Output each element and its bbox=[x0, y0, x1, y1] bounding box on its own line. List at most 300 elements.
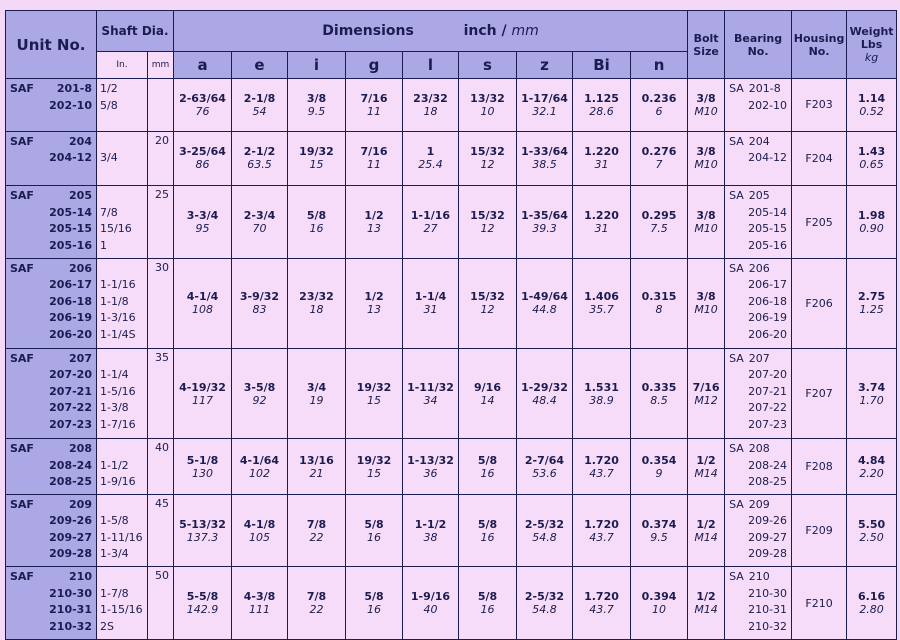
shaft-inch-value: 1-3/4 bbox=[100, 547, 129, 561]
weight-cell bbox=[847, 494, 897, 567]
dim-inch-value: 2-5/32 bbox=[524, 590, 565, 604]
unit-number: 209 bbox=[69, 497, 92, 511]
dim-a-cell bbox=[174, 348, 232, 439]
unit-prefix: SAF bbox=[10, 570, 34, 584]
dim-inch-value: 1.720 bbox=[584, 517, 619, 531]
bolt-inch-value: 1/2 bbox=[696, 453, 716, 467]
shaft-mm-cell: 30 bbox=[148, 258, 174, 348]
dim-inch-value: 1.531 bbox=[584, 380, 619, 394]
bearing-number: 201-8 bbox=[748, 82, 781, 95]
dim-mm-value: 27 bbox=[423, 222, 438, 236]
shaft-inch-cell bbox=[97, 494, 148, 567]
dim-inch-value: 7/8 bbox=[306, 517, 327, 531]
dim-mm-value: 8.5 bbox=[650, 393, 668, 407]
dim-inch-value: 1-13/32 bbox=[407, 453, 454, 467]
unit-number: 206 bbox=[69, 261, 92, 275]
dim-s-cell bbox=[459, 186, 517, 259]
table-row bbox=[6, 348, 897, 439]
header-weight-unit: kg bbox=[864, 51, 879, 64]
unit-prefix: SAF bbox=[10, 189, 34, 203]
dim-mm-value: 25.4 bbox=[418, 158, 443, 172]
dim-z-cell bbox=[517, 258, 573, 348]
col-header-bi: Bi bbox=[573, 52, 631, 79]
dim-mm-value: 54.8 bbox=[532, 603, 557, 617]
dim-inch-value: 7/8 bbox=[306, 590, 327, 604]
dim-l-cell bbox=[403, 131, 459, 186]
dim-mm-value: 13 bbox=[367, 303, 381, 317]
dim-inch-value: 2-63/64 bbox=[179, 91, 226, 105]
bolt-size-cell bbox=[688, 186, 725, 259]
dim-l-cell bbox=[403, 186, 459, 259]
dim-z-cell bbox=[517, 131, 573, 186]
dim-n-cell bbox=[631, 494, 688, 567]
dim-inch-value: 0.394 bbox=[641, 590, 677, 604]
bearing-number: 205-14 bbox=[748, 205, 788, 219]
dim-inch-value: 19/32 bbox=[356, 380, 392, 394]
dim-mm-value: 16 bbox=[367, 603, 381, 617]
dim-mm-value: 36 bbox=[423, 466, 438, 480]
unit-no-cell bbox=[6, 567, 97, 640]
bearing-prefix: SA bbox=[729, 442, 744, 456]
header-bolt-line1: Bolt bbox=[693, 31, 719, 45]
dim-mm-value: 7 bbox=[655, 158, 663, 172]
unit-number: 206-20 bbox=[49, 327, 92, 341]
shaft-inch-cell bbox=[97, 131, 148, 186]
dim-inch-value: 15/32 bbox=[470, 290, 505, 304]
weight-lbs-value: 6.16 bbox=[857, 590, 886, 604]
dim-inch-value: 4-19/32 bbox=[179, 380, 226, 394]
dim-mm-value: 38 bbox=[423, 530, 438, 544]
dim-inch-value: 15/32 bbox=[470, 145, 505, 159]
dim-inch-value: 1-29/32 bbox=[521, 380, 568, 394]
weight-kg-value: 0.65 bbox=[859, 158, 884, 172]
dim-mm-value: 76 bbox=[195, 104, 210, 118]
bearing-prefix: SA bbox=[729, 351, 744, 365]
bearing-number: 205-16 bbox=[748, 238, 788, 252]
unit-prefix: SAF bbox=[10, 351, 34, 365]
dim-l-cell bbox=[403, 348, 459, 439]
bearing-prefix: SA bbox=[729, 261, 744, 275]
col-header-s: s bbox=[459, 52, 517, 79]
unit-number: 207-22 bbox=[49, 401, 92, 415]
dim-inch-value: 5/8 bbox=[477, 453, 498, 467]
dim-g-cell bbox=[346, 258, 403, 348]
dim-n-cell bbox=[631, 348, 688, 439]
bolt-inch-value: 3/8 bbox=[696, 209, 716, 223]
shaft-inch-cell bbox=[97, 348, 148, 439]
table-row bbox=[6, 439, 897, 494]
bolt-size-cell bbox=[688, 131, 725, 186]
shaft-inch-value: 1-7/8 bbox=[100, 586, 129, 600]
dim-n-cell bbox=[631, 79, 688, 132]
bolt-size-cell bbox=[688, 567, 725, 640]
bearing-number: 205 bbox=[748, 189, 770, 203]
bearing-number: 210-30 bbox=[748, 586, 788, 600]
weight-lbs-value: 4.84 bbox=[857, 453, 886, 467]
dim-inch-value: 5/8 bbox=[477, 517, 498, 531]
dim-bi-cell bbox=[573, 186, 631, 259]
shaft-inch-value: 1/2 bbox=[100, 82, 118, 95]
dim-inch-value: 0.315 bbox=[641, 290, 677, 304]
shaft-inch-value bbox=[100, 351, 144, 368]
unit-no-cell bbox=[6, 79, 97, 132]
shaft-inch-value bbox=[100, 569, 144, 586]
shaft-mm-cell: 50 bbox=[148, 567, 174, 640]
dim-mm-value: 22 bbox=[309, 530, 324, 544]
dim-mm-value: 11 bbox=[367, 104, 381, 118]
unit-no-cell bbox=[6, 131, 97, 186]
header-dimensions-title: Dimensions bbox=[322, 23, 414, 39]
dim-inch-value: 3/4 bbox=[306, 380, 327, 394]
unit-number: 207-23 bbox=[49, 417, 92, 431]
header-housing-line1: Housing bbox=[793, 31, 845, 45]
bearing-number: 206-19 bbox=[748, 311, 788, 325]
bolt-metric-value: M14 bbox=[694, 530, 718, 544]
weight-kg-value: 0.52 bbox=[859, 104, 884, 118]
weight-cell bbox=[847, 258, 897, 348]
dim-mm-value: 12 bbox=[480, 158, 495, 172]
dim-mm-value: 137.3 bbox=[186, 530, 219, 544]
dim-inch-value: 3-25/64 bbox=[179, 145, 226, 159]
dim-l-cell bbox=[403, 439, 459, 494]
unit-number: 209-28 bbox=[49, 547, 92, 561]
shaft-inch-cell bbox=[97, 439, 148, 494]
bolt-size-cell bbox=[688, 439, 725, 494]
bearing-number: 208-25 bbox=[748, 475, 788, 489]
unit-number: 206-19 bbox=[49, 311, 92, 325]
bolt-metric-value: M12 bbox=[694, 393, 718, 407]
bearing-number: 209-27 bbox=[748, 530, 788, 544]
dim-mm-value: 86 bbox=[195, 158, 210, 172]
dim-e-cell bbox=[232, 258, 288, 348]
dim-inch-value: 19/32 bbox=[299, 145, 334, 159]
table-row bbox=[6, 79, 897, 132]
dim-a-cell bbox=[174, 494, 232, 567]
shaft-inch-value: 1-1/2 bbox=[100, 458, 129, 472]
bearing-number: 205-15 bbox=[748, 222, 788, 236]
bearing-prefix: SA bbox=[729, 134, 744, 148]
dim-bi-cell bbox=[573, 258, 631, 348]
dim-s-cell bbox=[459, 494, 517, 567]
dim-inch-value: 1.125 bbox=[584, 91, 619, 105]
bolt-metric-value: M10 bbox=[694, 303, 718, 317]
dim-inch-value: 5/8 bbox=[477, 590, 498, 604]
dim-inch-value: 2-1/8 bbox=[243, 91, 276, 105]
dim-inch-value: 1.220 bbox=[584, 209, 619, 223]
bearing-no-cell bbox=[725, 348, 792, 439]
shaft-inch-value: 5/8 bbox=[100, 98, 118, 112]
unit-prefix: SAF bbox=[10, 497, 34, 511]
shaft-inch-value: 15/16 bbox=[100, 222, 132, 236]
weight-kg-value: 1.70 bbox=[859, 393, 884, 407]
dim-g-cell bbox=[346, 79, 403, 132]
dim-s-cell bbox=[459, 131, 517, 186]
weight-kg-value: 0.90 bbox=[859, 222, 884, 236]
header-weight-line1: Weight bbox=[849, 25, 894, 38]
dim-bi-cell bbox=[573, 348, 631, 439]
unit-number: 205-16 bbox=[49, 238, 92, 252]
dim-inch-value: 4-1/64 bbox=[239, 453, 280, 467]
shaft-inch-value: 1-1/8 bbox=[100, 294, 129, 308]
dim-mm-value: 10 bbox=[652, 603, 667, 617]
unit-number: 207-21 bbox=[49, 384, 92, 398]
dim-i-cell bbox=[288, 348, 346, 439]
bearing-no-cell bbox=[725, 186, 792, 259]
unit-number: 201-8 bbox=[56, 82, 92, 95]
weight-cell bbox=[847, 131, 897, 186]
bolt-metric-value: M10 bbox=[694, 222, 718, 236]
dim-a-cell bbox=[174, 439, 232, 494]
unit-no-cell bbox=[6, 348, 97, 439]
shaft-inch-cell bbox=[97, 79, 148, 132]
dim-n-cell bbox=[631, 186, 688, 259]
weight-kg-value: 2.20 bbox=[859, 466, 884, 480]
bearing-number: 209-26 bbox=[748, 514, 788, 528]
shaft-mm-cell: 45 bbox=[148, 494, 174, 567]
weight-lbs-value: 1.98 bbox=[857, 209, 886, 223]
dim-mm-value: 11 bbox=[367, 158, 381, 172]
shaft-mm-cell: 25 bbox=[148, 186, 174, 259]
bearing-prefix: SA bbox=[729, 497, 744, 511]
dim-inch-value: 0.276 bbox=[641, 145, 677, 159]
dim-a-cell bbox=[174, 79, 232, 132]
dim-mm-value: 38.9 bbox=[589, 393, 614, 407]
shaft-inch-value: 1-15/16 bbox=[100, 603, 143, 617]
housing-no-cell: F209 bbox=[792, 494, 847, 567]
dim-mm-value: 16 bbox=[480, 603, 495, 617]
col-header-n: n bbox=[631, 52, 688, 79]
dim-i-cell bbox=[288, 186, 346, 259]
shaft-inch-cell bbox=[97, 567, 148, 640]
dim-mm-value: 48.4 bbox=[532, 393, 557, 407]
header-dimensions-mm: mm bbox=[511, 23, 539, 39]
dim-mm-value: 6 bbox=[655, 104, 663, 118]
unit-no-cell bbox=[6, 186, 97, 259]
unit-number: 202-10 bbox=[49, 98, 92, 112]
unit-number: 204-12 bbox=[49, 151, 92, 165]
dim-i-cell bbox=[288, 494, 346, 567]
dim-bi-cell bbox=[573, 439, 631, 494]
dim-inch-value: 1-49/64 bbox=[521, 290, 568, 304]
shaft-inch-value: 1-1/4 bbox=[100, 368, 129, 382]
dim-mm-value: 105 bbox=[249, 530, 270, 544]
table-row bbox=[6, 258, 897, 348]
shaft-inch-value: 1-1/4S bbox=[100, 327, 136, 341]
dim-g-cell bbox=[346, 186, 403, 259]
unit-number: 204 bbox=[69, 134, 92, 148]
shaft-inch-value bbox=[100, 441, 144, 458]
table-body bbox=[6, 79, 897, 640]
bearing-no-cell bbox=[725, 567, 792, 640]
dim-bi-cell bbox=[573, 79, 631, 132]
col-header-l: l bbox=[403, 52, 459, 79]
dim-mm-value: 7.5 bbox=[650, 222, 668, 236]
dim-inch-value: 3-9/32 bbox=[239, 290, 280, 304]
dim-z-cell bbox=[517, 494, 573, 567]
shaft-mm-cell: 40 bbox=[148, 439, 174, 494]
dim-mm-value: 9.5 bbox=[650, 530, 668, 544]
dim-mm-value: 8 bbox=[655, 303, 663, 317]
dim-inch-value: 2-7/64 bbox=[524, 453, 565, 467]
unit-number: 210-31 bbox=[49, 603, 92, 617]
dim-l-cell bbox=[403, 79, 459, 132]
bearing-no-cell bbox=[725, 439, 792, 494]
shaft-inch-cell bbox=[97, 258, 148, 348]
bearing-prefix: SA bbox=[729, 570, 744, 584]
dim-mm-value: 14 bbox=[480, 393, 495, 407]
dim-inch-value: 5-13/32 bbox=[179, 517, 226, 531]
dim-mm-value: 15 bbox=[367, 466, 381, 480]
dim-g-cell bbox=[346, 439, 403, 494]
header-shaft-mm: mm bbox=[148, 52, 174, 79]
unit-number: 209-26 bbox=[49, 514, 92, 528]
bearing-prefix: SA bbox=[729, 189, 744, 203]
header-bearing-line2: No. bbox=[747, 44, 769, 58]
weight-cell bbox=[847, 79, 897, 132]
dim-inch-value: 1/2 bbox=[364, 209, 384, 223]
bearing-no-cell bbox=[725, 79, 792, 132]
dim-mm-value: 15 bbox=[367, 393, 381, 407]
dim-inch-value: 5/8 bbox=[364, 590, 384, 604]
dim-inch-value: 3-5/8 bbox=[243, 380, 276, 394]
dim-mm-value: 15 bbox=[309, 158, 324, 172]
shaft-inch-value: 7/8 bbox=[100, 205, 118, 219]
bearing-number: 204 bbox=[748, 134, 770, 148]
dim-l-cell bbox=[403, 258, 459, 348]
weight-lbs-value: 1.43 bbox=[857, 145, 886, 159]
dim-mm-value: 130 bbox=[192, 466, 213, 480]
dim-e-cell bbox=[232, 131, 288, 186]
bearing-number: 202-10 bbox=[748, 98, 788, 112]
dim-e-cell bbox=[232, 348, 288, 439]
dim-n-cell bbox=[631, 131, 688, 186]
dim-inch-value: 13/32 bbox=[470, 91, 505, 105]
bolt-size-cell bbox=[688, 258, 725, 348]
unit-number: 208-25 bbox=[49, 475, 92, 489]
dim-s-cell bbox=[459, 439, 517, 494]
housing-no-cell: F206 bbox=[792, 258, 847, 348]
dim-mm-value: 12 bbox=[480, 303, 495, 317]
bearing-number: 207-21 bbox=[748, 384, 788, 398]
table-row bbox=[6, 494, 897, 567]
header-dimensions-inch: inch / bbox=[463, 23, 507, 39]
dim-inch-value: 2-3/4 bbox=[243, 209, 276, 223]
shaft-inch-value bbox=[100, 261, 144, 278]
dim-inch-value: 1-17/64 bbox=[521, 91, 568, 105]
unit-prefix: SAF bbox=[10, 442, 34, 456]
bolt-size-cell bbox=[688, 348, 725, 439]
header-bolt-line2: Size bbox=[693, 44, 719, 58]
dim-i-cell bbox=[288, 567, 346, 640]
shaft-inch-value: 1-5/16 bbox=[100, 384, 136, 398]
dim-s-cell bbox=[459, 79, 517, 132]
bearing-number: 210-31 bbox=[748, 603, 788, 617]
dim-inch-value: 1-1/4 bbox=[414, 290, 447, 304]
dim-inch-value: 5-5/8 bbox=[186, 590, 219, 604]
bolt-size-cell bbox=[688, 79, 725, 132]
unit-number: 210-30 bbox=[49, 586, 92, 600]
dim-mm-value: 95 bbox=[195, 222, 210, 236]
col-header-i: i bbox=[288, 52, 346, 79]
weight-cell bbox=[847, 567, 897, 640]
housing-no-cell: F207 bbox=[792, 348, 847, 439]
dim-mm-value: 31 bbox=[423, 303, 438, 317]
header-bearing-no bbox=[725, 11, 792, 79]
dim-inch-value: 2-1/2 bbox=[243, 145, 276, 159]
shaft-mm-cell: 35 bbox=[148, 348, 174, 439]
weight-lbs-value: 5.50 bbox=[857, 517, 886, 531]
dim-inch-value: 7/16 bbox=[360, 145, 388, 159]
bearing-number: 207-23 bbox=[748, 417, 788, 431]
shaft-inch-cell bbox=[97, 186, 148, 259]
shaft-inch-value bbox=[100, 134, 144, 151]
bearing-number: 206-17 bbox=[748, 278, 788, 292]
dim-mm-value: 28.6 bbox=[589, 104, 614, 118]
bearing-number: 207-22 bbox=[748, 401, 788, 415]
shaft-inch-value: 3/4 bbox=[100, 151, 118, 165]
dim-inch-value: 19/32 bbox=[356, 453, 392, 467]
dim-n-cell bbox=[631, 258, 688, 348]
dim-inch-value: 13/16 bbox=[299, 453, 334, 467]
dim-s-cell bbox=[459, 258, 517, 348]
dim-g-cell bbox=[346, 567, 403, 640]
bolt-metric-value: M14 bbox=[694, 603, 718, 617]
dim-mm-value: 108 bbox=[192, 303, 213, 317]
shaft-inch-value bbox=[100, 188, 144, 205]
bolt-inch-value: 3/8 bbox=[696, 145, 716, 159]
shaft-inch-value: 2S bbox=[100, 619, 114, 633]
bearing-no-cell bbox=[725, 494, 792, 567]
shaft-inch-value: 1-9/16 bbox=[100, 475, 136, 489]
weight-cell bbox=[847, 439, 897, 494]
weight-cell bbox=[847, 348, 897, 439]
dim-a-cell bbox=[174, 567, 232, 640]
unit-number: 208 bbox=[69, 442, 92, 456]
dim-z-cell bbox=[517, 348, 573, 439]
dim-mm-value: 32.1 bbox=[532, 104, 557, 118]
bearing-number: 206 bbox=[748, 261, 770, 275]
shaft-inch-value: 1-11/16 bbox=[100, 530, 143, 544]
dim-inch-value: 1.406 bbox=[584, 290, 619, 304]
dim-inch-value: 1.720 bbox=[584, 590, 619, 604]
shaft-inch-value: 1 bbox=[100, 238, 107, 252]
weight-lbs-value: 3.74 bbox=[857, 380, 886, 394]
dim-mm-value: 13 bbox=[367, 222, 381, 236]
header-bearing-line1: Bearing bbox=[733, 31, 783, 45]
bolt-inch-value: 3/8 bbox=[696, 290, 716, 304]
shaft-inch-value: 1-3/8 bbox=[100, 401, 129, 415]
header-shaft-in: In. bbox=[97, 52, 148, 79]
dim-inch-value: 0.354 bbox=[641, 453, 677, 467]
housing-no-cell: F205 bbox=[792, 186, 847, 259]
dim-inch-value: 4-3/8 bbox=[243, 590, 276, 604]
dim-mm-value: 111 bbox=[249, 603, 270, 617]
dim-g-cell bbox=[346, 494, 403, 567]
dim-bi-cell bbox=[573, 567, 631, 640]
bearing-number: 206-20 bbox=[748, 327, 788, 341]
dim-bi-cell bbox=[573, 494, 631, 567]
dim-l-cell bbox=[403, 494, 459, 567]
dim-mm-value: 18 bbox=[423, 104, 438, 118]
dim-g-cell bbox=[346, 131, 403, 186]
shaft-inch-value: 1-5/8 bbox=[100, 514, 129, 528]
dim-inch-value: 1/2 bbox=[364, 290, 384, 304]
unit-number: 205 bbox=[69, 189, 92, 203]
specifications-table bbox=[5, 10, 897, 640]
header-weight-line2: Lbs bbox=[860, 38, 883, 51]
dim-mm-value: 12 bbox=[480, 222, 495, 236]
dim-inch-value: 23/32 bbox=[413, 91, 448, 105]
